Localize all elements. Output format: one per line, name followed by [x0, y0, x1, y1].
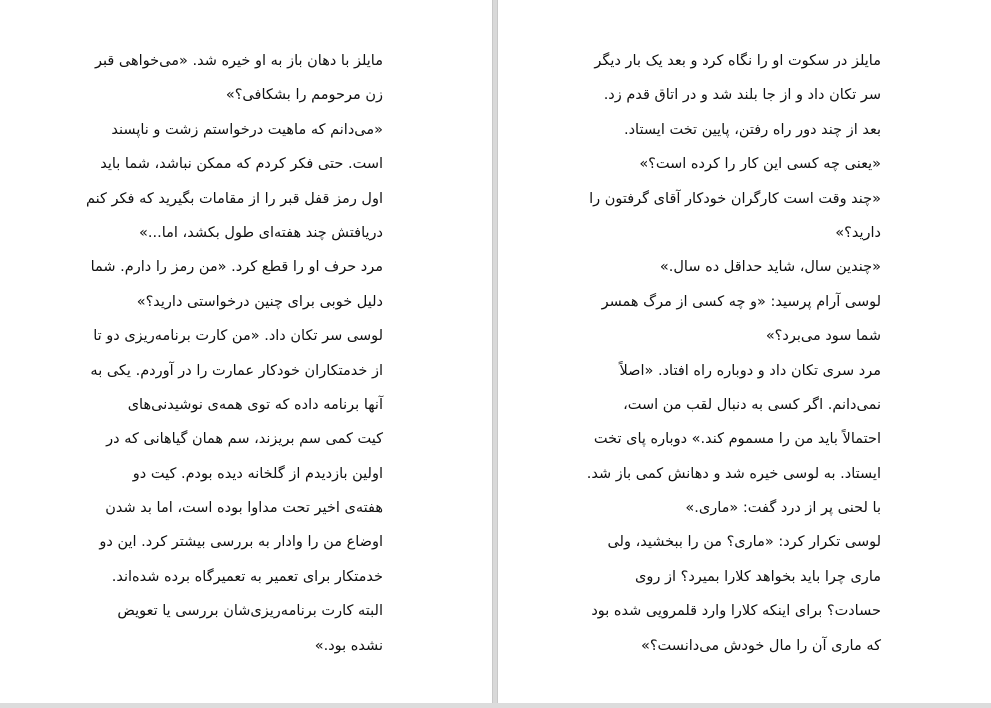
text-line: «می‌دانم که ماهیت درخواستم زشت و ناپسند	[111, 121, 383, 138]
text-line: از خدمتکاران خودکار عمارت را در آوردم. یکی به	[90, 362, 383, 379]
left-page	[0, 0, 493, 703]
text-line: اوضاع من را وادار به بررسی بیشتر کرد. این دو	[99, 534, 383, 551]
text-line: شما سود می‌برد؟»	[765, 328, 881, 345]
viewer-bottom-edge	[0, 703, 991, 708]
text-line: است. حتی فکر کردم که ممکن نباشد، شما باید	[100, 156, 383, 173]
text-line: اولین بازدیدم از گلخانه دیده بودم. کیت دو	[132, 465, 383, 482]
text-line: با لحنی پر از درد گفت: «ماری.»	[685, 500, 881, 517]
text-line: کیت کمی سم بریزند، سم همان گیاهانی که در	[106, 431, 383, 448]
text-line: احتمالاً باید من را مسموم کند.» دوباره پای تخت	[593, 431, 881, 448]
text-line: لوسی سر تکان داد. «من کارت برنامه‌ریزی دو تا	[93, 328, 383, 345]
text-line: حسادت؟ برای اینکه کلارا وارد قلمرویی شده بود	[591, 603, 881, 620]
text-line: ماری چرا باید بخواهد کلارا بمیرد؟ از روی	[635, 568, 881, 585]
text-line: البته کارت برنامه‌ریزی‌شان بررسی یا تعویض	[117, 603, 383, 620]
text-line: دارید؟»	[835, 224, 881, 241]
text-line: هفته‌ی اخیر تحت مداوا بوده است، اما بد شدن	[105, 500, 383, 517]
left-page-text	[83, 44, 383, 663]
text-line: مرد سری تکان داد و دوباره راه افتاد. «اصلاً	[619, 362, 881, 379]
text-line: که ماری آن را مال خودش می‌دانست؟»	[640, 637, 881, 654]
text-line: نشده بود.»	[314, 637, 383, 654]
text-line: دلیل خوبی برای چنین درخواستی دارید؟»	[136, 293, 383, 310]
text-line: آنها برنامه داده که توی همه‌ی نوشیدنی‌های	[127, 396, 383, 413]
right-page	[497, 0, 991, 703]
text-line: ایستاد. به لوسی خیره شد و دهانش کمی باز شد.	[586, 465, 881, 482]
text-line: «چند وقت است کارگران خودکار آقای گرفتون را	[589, 190, 881, 207]
text-line: سر تکان داد و از جا بلند شد و در اتاق قدم زد.	[603, 87, 881, 104]
text-line: لوسی تکرار کرد: «ماری؟ من را ببخشید، ولی	[607, 534, 881, 551]
text-line: نمی‌دانم. اگر کسی به دنبال لقب من است،	[623, 396, 881, 413]
text-line: بعد از چند دور راه رفتن، پایین تخت ایستاد.	[623, 121, 881, 138]
right-page-text	[581, 44, 881, 663]
text-line: مایلز با دهان باز به او خیره شد. «می‌خواهی قبر	[95, 53, 383, 69]
text-line: خدمتکار برای تعمیر به تعمیرگاه برده شده‌اند.	[111, 568, 383, 585]
text-line: مرد حرف او را قطع کرد. «من رمز را دارم. شما	[90, 259, 383, 276]
text-line: اول رمز قفل قبر را از مقامات بگیرید که فکر کنم	[85, 190, 383, 207]
text-line: دریافتش چند هفته‌ای طول بکشد، اما...»	[139, 224, 383, 241]
text-line: لوسی آرام پرسید: «و چه کسی از مرگ همسر	[601, 293, 881, 310]
text-line: «یعنی چه کسی این کار را کرده است؟»	[639, 156, 881, 173]
text-line: «چندین سال، شاید حداقل ده سال.»	[659, 259, 881, 276]
text-line: زن مرحومم را بشکافی؟»	[225, 87, 383, 104]
text-line: مایلز در سکوت او را نگاه کرد و بعد یک بار دیگر	[594, 53, 881, 69]
